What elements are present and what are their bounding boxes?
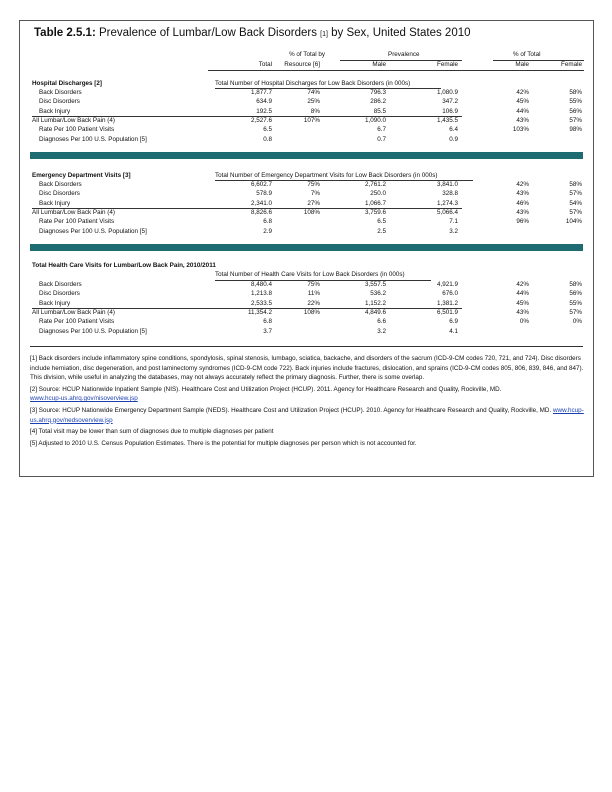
pct-male-cell: 43% (516, 190, 529, 198)
male-cell: 3,759.6 (364, 208, 386, 216)
female-header: Female (437, 61, 458, 68)
pct-male-cell: 45% (516, 299, 529, 307)
pct-resource-cell: 22% (307, 299, 320, 307)
table-title (34, 27, 471, 39)
section-divider-bar (30, 244, 583, 251)
pct-total-header-2: Resource [6] (284, 61, 320, 68)
male-cell: 286.2 (370, 98, 386, 106)
pct-resource-cell: 108% (303, 208, 320, 216)
male-cell: 2.5 (377, 227, 386, 235)
total-cell: 0.8 (263, 135, 272, 143)
pct-female-cell: 55% (569, 299, 582, 307)
pct-male-cell: 42% (516, 89, 529, 96)
male-cell: 1,066.7 (364, 199, 386, 207)
table-row (20, 227, 593, 237)
female-cell: 5,066.4 (436, 208, 458, 216)
female-cell: 0.9 (449, 135, 458, 143)
row-label: Diagnoses Per 100 U.S. Population [5] (39, 327, 147, 335)
row-label: Back Disorders (39, 89, 82, 96)
male-cell: 0.7 (377, 135, 386, 143)
pct-female-cell: 58% (569, 281, 582, 288)
total-cell: 8,480.4 (250, 281, 272, 288)
pct-resource-cell: 8% (310, 107, 320, 115)
pct-male-cell: 45% (516, 98, 529, 106)
pct-female-header: Female (561, 61, 582, 68)
total-cell: 6,602.7 (250, 181, 272, 188)
prevalence-header: Prevalence (388, 51, 420, 58)
row-label: Rate Per 100 Patient Visits (39, 218, 115, 226)
female-cell: 3,841.0 (436, 181, 458, 188)
row-label: Back Injury (39, 107, 71, 115)
total-cell: 1,213.8 (250, 290, 272, 298)
pct-female-cell: 57% (569, 190, 582, 198)
male-cell: 3.2 (377, 327, 386, 335)
row-label: Disc Disorders (39, 190, 80, 198)
row-label: Disc Disorders (39, 98, 80, 106)
total-cell: 2,533.5 (250, 299, 272, 307)
female-cell: 6.4 (449, 126, 458, 134)
male-cell: 6.6 (377, 318, 386, 326)
total-cell: 3.7 (263, 327, 272, 335)
row-label: Diagnoses Per 100 U.S. Population [5] (39, 135, 147, 143)
pct-female-cell: 57% (569, 308, 582, 316)
header-bottom-rule (208, 70, 584, 71)
footnote-1: [1] Back disorders include inflammatory spine conditions, spondylosis, spinal stenosis, lumbago, sciatica, backache, and disorders of the sacrum (ICD-9-CM codes 720, 721, and 724). Disc disorders include herniation, disc degeneration, and post laminectomy syndromes (ICD-9-CM code 722). Back injuries include fractures, dislocation, and sprains (ICD-9-CM codes 805, 806, 839, 846, and 847). This division, while useful in analyzing the databases, may not always accurately reflect the primary diagnosis. Further, there is some overlap. (30, 355, 584, 382)
male-cell: 2,761.2 (364, 181, 386, 188)
footnote-3-text: [3] Source: HCUP Nationwide Emergency Department Sample (NEDS). Healthcare Cost and Utilization Project (HCUP). 2010. Agency for Healthcare Research and Quality, Rockville, MD. (30, 406, 552, 414)
total-cell: 192.5 (256, 107, 272, 115)
pct-male-cell: 103% (512, 126, 529, 134)
table-frame (19, 20, 594, 477)
male-cell: 1,090.0 (364, 116, 386, 124)
female-cell: 106.9 (442, 107, 458, 115)
total-cell: 6.8 (263, 318, 272, 326)
title-suffix: by Sex, United States 2010 (327, 27, 471, 39)
female-cell: 1,381.2 (436, 299, 458, 307)
male-cell: 796.3 (370, 89, 386, 96)
total-cell: 8,826.6 (250, 208, 272, 216)
pct-male-cell: 44% (516, 290, 529, 298)
footnotes (30, 354, 585, 450)
pct-male-cell: 96% (516, 218, 529, 226)
pct-male-cell: 0% (519, 318, 529, 326)
footnote-2-text: [2] Source: HCUP Nationwide Inpatient Sample (NIS). Healthcare Cost and Utilization Project (HCUP). 2011. Agency for Healthcare Research and Quality, Rockville, MD. (30, 385, 502, 393)
male-cell: 6.5 (377, 218, 386, 226)
male-cell: 4,849.6 (364, 308, 386, 316)
pct-resource-cell: 75% (307, 281, 320, 288)
row-label: Diagnoses Per 100 U.S. Population [5] (39, 227, 147, 235)
title-ref: [1] (320, 31, 328, 38)
pct-resource-cell: 75% (307, 181, 320, 188)
total-cell: 6.8 (263, 218, 272, 226)
pct-female-cell: 98% (569, 126, 582, 134)
female-cell: 6.9 (449, 318, 458, 326)
row-label: Back Disorders (39, 181, 82, 188)
table-row (20, 135, 593, 145)
header-row-1 (20, 50, 593, 60)
neds-link[interactable]: www.hcup-us.ahrq.gov/nedsoverview.jsp (30, 406, 584, 424)
female-cell: 1,274.3 (436, 199, 458, 207)
female-cell: 676.0 (442, 290, 458, 298)
pct-male-cell: 43% (516, 116, 529, 124)
section-heading: Total Health Care Visits for Lumbar/Low Back Pain, 2010/2011 (32, 262, 216, 269)
total-cell: 2.9 (263, 227, 272, 235)
male-cell: 6.7 (377, 126, 386, 134)
pct-male-cell: 46% (516, 199, 529, 207)
pct-female-cell: 58% (569, 181, 582, 188)
female-cell: 1,080.9 (436, 89, 458, 96)
pct-female-cell: 57% (569, 208, 582, 216)
row-label: All Lumbar/Low Back Pain (4) (32, 308, 115, 316)
nis-link[interactable]: www.hcup-us.ahrq.gov/nisoverview.jsp (30, 395, 138, 403)
pct-female-cell: 56% (569, 290, 582, 298)
male-cell: 3,557.5 (364, 281, 386, 288)
pct-male-header: Male (515, 61, 529, 68)
row-label: Back Injury (39, 199, 71, 207)
row-label: Disc Disorders (39, 290, 80, 298)
footnote-2 (30, 385, 585, 404)
row-label: All Lumbar/Low Back Pain (4) (32, 116, 115, 124)
pct-total-header-1: % of Total by (289, 51, 325, 58)
male-header: Male (372, 61, 386, 68)
row-label: Rate Per 100 Patient Visits (39, 126, 115, 134)
total-cell: 2,527.6 (250, 116, 272, 124)
section-heading: Hospital Discharges [2] (32, 80, 102, 87)
female-cell: 347.2 (442, 98, 458, 106)
pct-female-cell: 0% (572, 318, 582, 326)
female-cell: 6,501.9 (436, 308, 458, 316)
row-label: Back Disorders (39, 281, 82, 288)
total-cell: 2,341.0 (250, 199, 272, 207)
table-number: Table 2.5.1: (34, 27, 96, 39)
footnote-5: [5] Adjusted to 2010 U.S. Census Population Estimates. There is the potential for multiple diagnoses per person which is not accounted for. (30, 439, 417, 447)
total-cell: 1,877.7 (250, 89, 272, 96)
footnote-3 (30, 406, 585, 425)
row-label: Back Injury (39, 299, 71, 307)
total-header: Total (258, 61, 272, 68)
section-subheading: Total Number of Health Care Visits for Low Back Disorders (in 000s) (215, 271, 405, 278)
total-cell: 578.9 (256, 190, 272, 198)
pct-female-cell: 104% (565, 218, 582, 226)
total-cell: 634.9 (256, 98, 272, 106)
section-header-row (20, 261, 593, 278)
section-subheading: Total Number of Hospital Discharges for Low Back Disorders (in 000s) (215, 80, 411, 87)
section-subheading: Total Number of Emergency Department Visits for Low Back Disorders (in 000s) (215, 172, 438, 179)
pct-male-cell: 43% (516, 208, 529, 216)
male-cell: 536.2 (370, 290, 386, 298)
male-cell: 1,152.2 (364, 299, 386, 307)
row-label: Rate Per 100 Patient Visits (39, 318, 115, 326)
pct-male-cell: 42% (516, 281, 529, 288)
female-cell: 328.8 (442, 190, 458, 198)
header-row-2 (20, 60, 593, 70)
pct-resource-cell: 7% (310, 190, 320, 198)
row-label: All Lumbar/Low Back Pain (4) (32, 208, 115, 216)
female-cell: 4.1 (449, 327, 458, 335)
title-text: Prevalence of Lumbar/Low Back Disorders (95, 27, 321, 39)
section-end-rule (30, 346, 583, 347)
female-cell: 1,435.5 (436, 116, 458, 124)
pct-female-cell: 56% (569, 107, 582, 115)
female-cell: 4,921.9 (436, 281, 458, 288)
section-heading: Emergency Department Visits [3] (32, 172, 131, 179)
footnote-4: [4] Total visit may be lower than sum of diagnoses due to multiple diagnoses per patient (30, 428, 274, 436)
pct-female-cell: 58% (569, 89, 582, 96)
pct-resource-cell: 107% (303, 116, 320, 124)
pct-female-cell: 57% (569, 116, 582, 124)
pct-male-cell: 42% (516, 181, 529, 188)
male-cell: 85.5 (373, 107, 386, 115)
pct-resource-cell: 11% (307, 290, 320, 298)
total-cell: 6.5 (263, 126, 272, 134)
pct-female-cell: 55% (569, 98, 582, 106)
pct-of-total-header: % of Total (513, 51, 541, 58)
section-divider-bar (30, 152, 583, 159)
pct-male-cell: 43% (516, 308, 529, 316)
pct-resource-cell: 27% (307, 199, 320, 207)
pct-resource-cell: 108% (303, 308, 320, 316)
male-cell: 250.0 (370, 190, 386, 198)
female-cell: 3.2 (449, 227, 458, 235)
total-cell: 11,354.2 (247, 308, 272, 316)
pct-female-cell: 54% (569, 199, 582, 207)
table-row (20, 327, 593, 337)
pct-male-cell: 44% (516, 107, 529, 115)
pct-resource-cell: 25% (307, 98, 320, 106)
pct-resource-cell: 74% (307, 89, 320, 96)
female-cell: 7.1 (449, 218, 458, 226)
